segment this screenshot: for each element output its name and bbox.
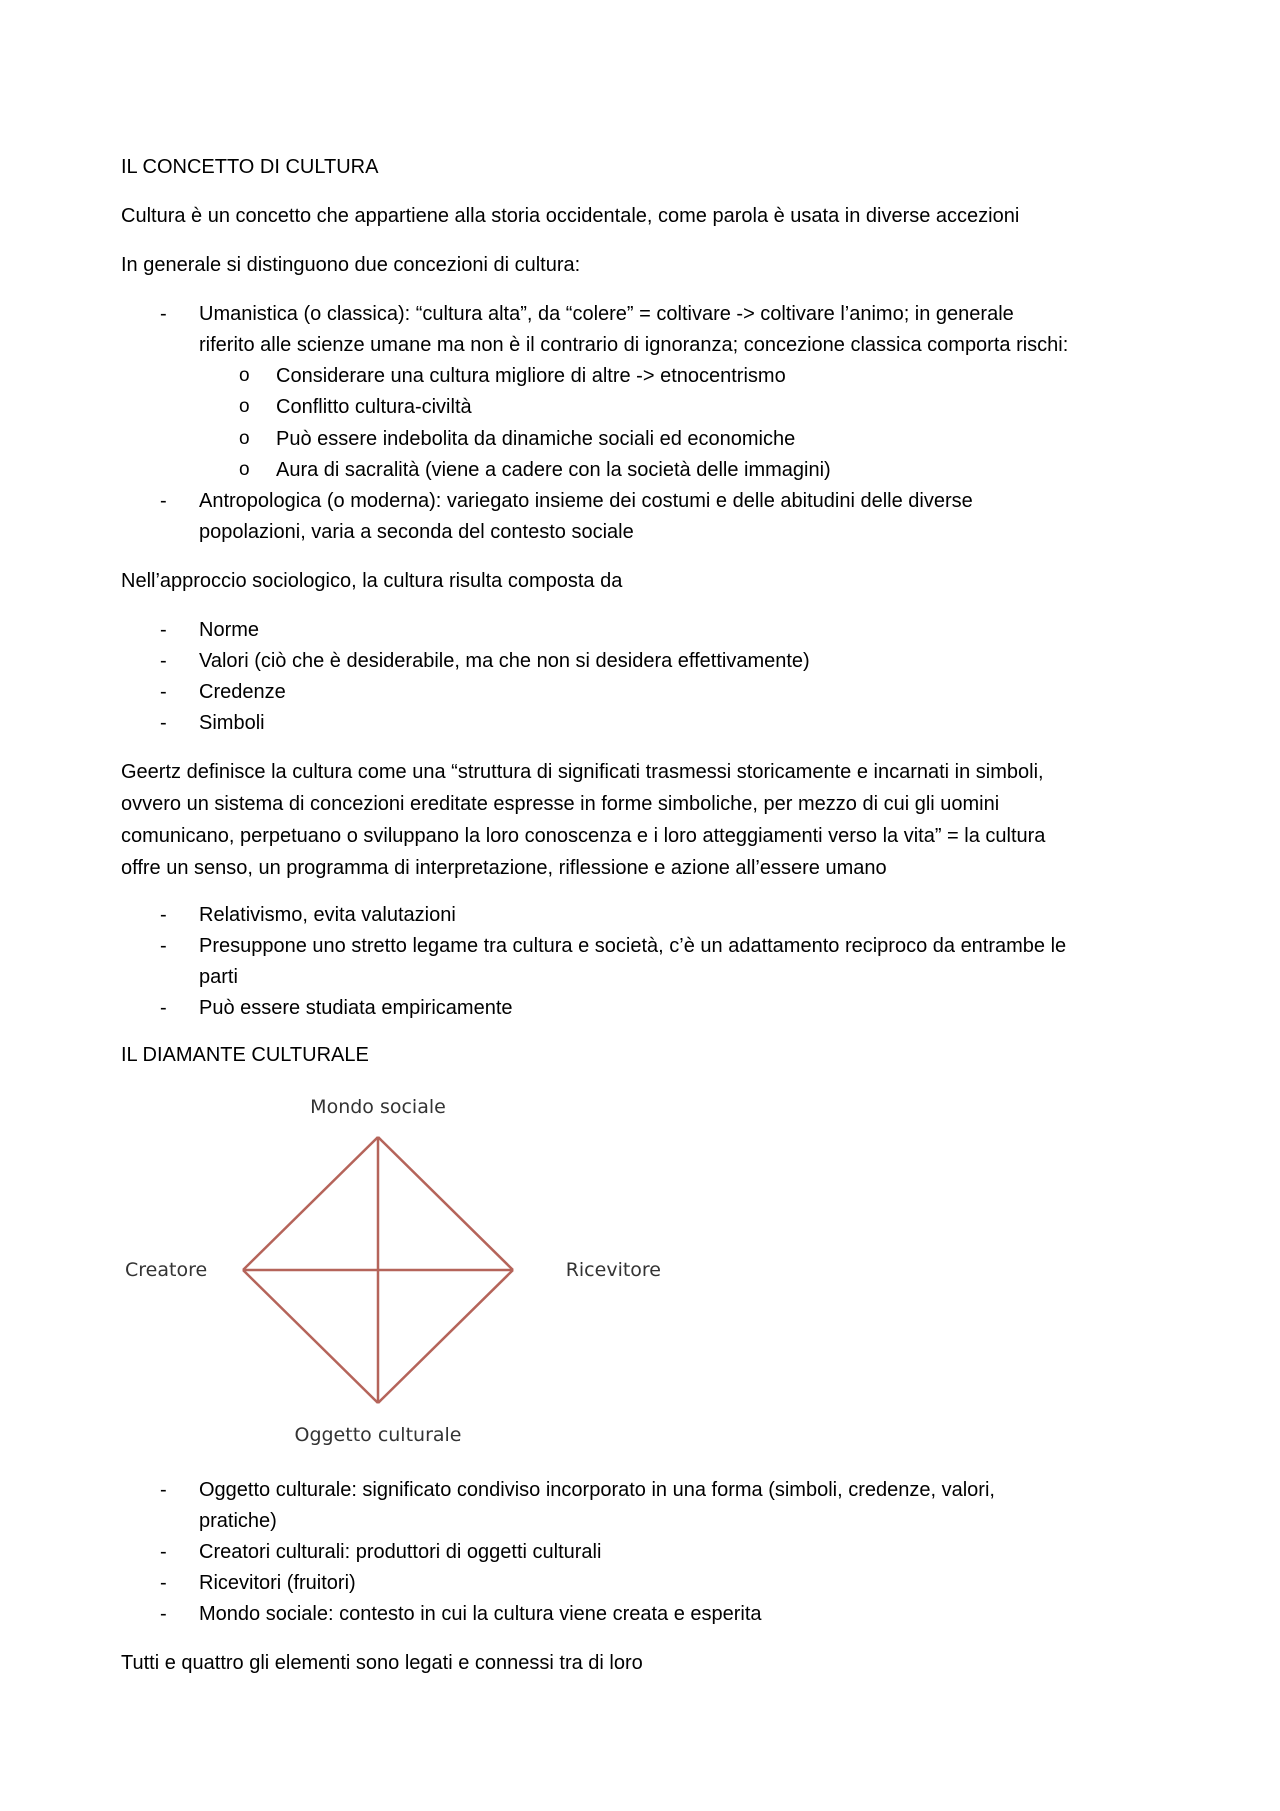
componente-item: Norme	[199, 619, 260, 641]
dash-bullet: -	[160, 681, 167, 703]
dash-bullet: -	[160, 303, 167, 325]
geertz-point: Presuppone uno stretto legame tra cultura e società, c’è un adattamento reciproco da entrambe le	[199, 935, 1067, 957]
geertz-point-continued: parti	[199, 966, 238, 988]
rischio-item: Può essere indebolita da dinamiche sociali ed economiche	[276, 428, 796, 450]
diamante-point: Creatori culturali: produttori di oggetti culturali	[199, 1541, 602, 1563]
umanistica-line-2: riferito alle scienze umane ma non è il contrario di ignoranza; concezione classica comporta rischi:	[199, 334, 1069, 356]
cultural-diamond-diagram	[121, 1086, 671, 1456]
circle-bullet: o	[239, 396, 250, 417]
label-ricevitore: Ricevitore	[565, 1259, 661, 1281]
geertz-point: Può essere studiata empiricamente	[199, 997, 513, 1019]
dash-bullet: -	[160, 935, 167, 957]
dash-bullet: -	[160, 650, 167, 672]
label-creatore: Creatore	[125, 1259, 208, 1281]
antropologica-line-2: popolazioni, varia a seconda del contesto sociale	[199, 521, 634, 543]
componente-item: Simboli	[199, 712, 265, 734]
geertz-line: Geertz definisce la cultura come una “struttura di significati trasmessi storicamente e incarnati in simboli,	[121, 761, 1044, 783]
diamante-point: Mondo sociale: contesto in cui la cultura viene creata e esperita	[199, 1603, 762, 1625]
circle-bullet: o	[239, 365, 250, 386]
approccio-intro: Nell’approccio sociologico, la cultura risulta composta da	[121, 570, 623, 592]
diamante-point: Oggetto culturale: significato condiviso incorporato in una forma (simboli, credenze, valori,	[199, 1479, 995, 1501]
heading-concetto-di-cultura: IL CONCETTO DI CULTURA	[121, 156, 379, 178]
geertz-line: comunicano, perpetuano o sviluppano la loro conoscenza e i loro atteggiamenti verso la vita” = la cultura	[121, 825, 1046, 847]
heading-diamante-culturale: IL DIAMANTE CULTURALE	[121, 1044, 369, 1066]
diamante-point: Ricevitori (fruitori)	[199, 1572, 356, 1594]
dash-bullet: -	[160, 1572, 167, 1594]
label-oggetto-culturale: Oggetto culturale	[294, 1424, 462, 1446]
dash-bullet: -	[160, 712, 167, 734]
dash-bullet: -	[160, 490, 167, 512]
dash-bullet: -	[160, 1479, 167, 1501]
dash-bullet: -	[160, 1603, 167, 1625]
concezioni-intro: In generale si distinguono due concezioni di cultura:	[121, 254, 581, 276]
circle-bullet: o	[239, 459, 250, 480]
dash-bullet: -	[160, 904, 167, 926]
geertz-line: offre un senso, un programma di interpretazione, riflessione e azione all’essere umano	[121, 857, 887, 879]
geertz-point: Relativismo, evita valutazioni	[199, 904, 456, 926]
rischio-item: Considerare una cultura migliore di altre -> etnocentrismo	[276, 365, 786, 387]
antropologica-line-1: Antropologica (o moderna): variegato insieme dei costumi e delle abitudini delle diverse	[199, 490, 973, 512]
componente-item: Valori (ciò che è desiderabile, ma che non si desidera effettivamente)	[199, 650, 810, 672]
diamante-point-continued: pratiche)	[199, 1510, 277, 1532]
label-mondo-sociale: Mondo sociale	[310, 1096, 446, 1118]
dash-bullet: -	[160, 619, 167, 641]
dash-bullet: -	[160, 1541, 167, 1563]
circle-bullet: o	[239, 428, 250, 449]
intro-paragraph: Cultura è un concetto che appartiene alla storia occidentale, come parola è usata in diverse accezioni	[121, 205, 1020, 227]
rischio-item: Conflitto cultura-civiltà	[276, 396, 472, 418]
conclusione: Tutti e quattro gli elementi sono legati e connessi tra di loro	[121, 1652, 643, 1674]
componente-item: Credenze	[199, 681, 286, 703]
dash-bullet: -	[160, 997, 167, 1019]
diamond-svg	[121, 1086, 671, 1456]
geertz-line: ovvero un sistema di concezioni ereditate espresse in forme simboliche, per mezzo di cui gli uomini	[121, 793, 1000, 815]
rischio-item: Aura di sacralità (viene a cadere con la società delle immagini)	[276, 459, 831, 481]
umanistica-line-1: Umanistica (o classica): “cultura alta”, da “colere” = coltivare -> coltivare l’animo; in generale	[199, 303, 1014, 325]
